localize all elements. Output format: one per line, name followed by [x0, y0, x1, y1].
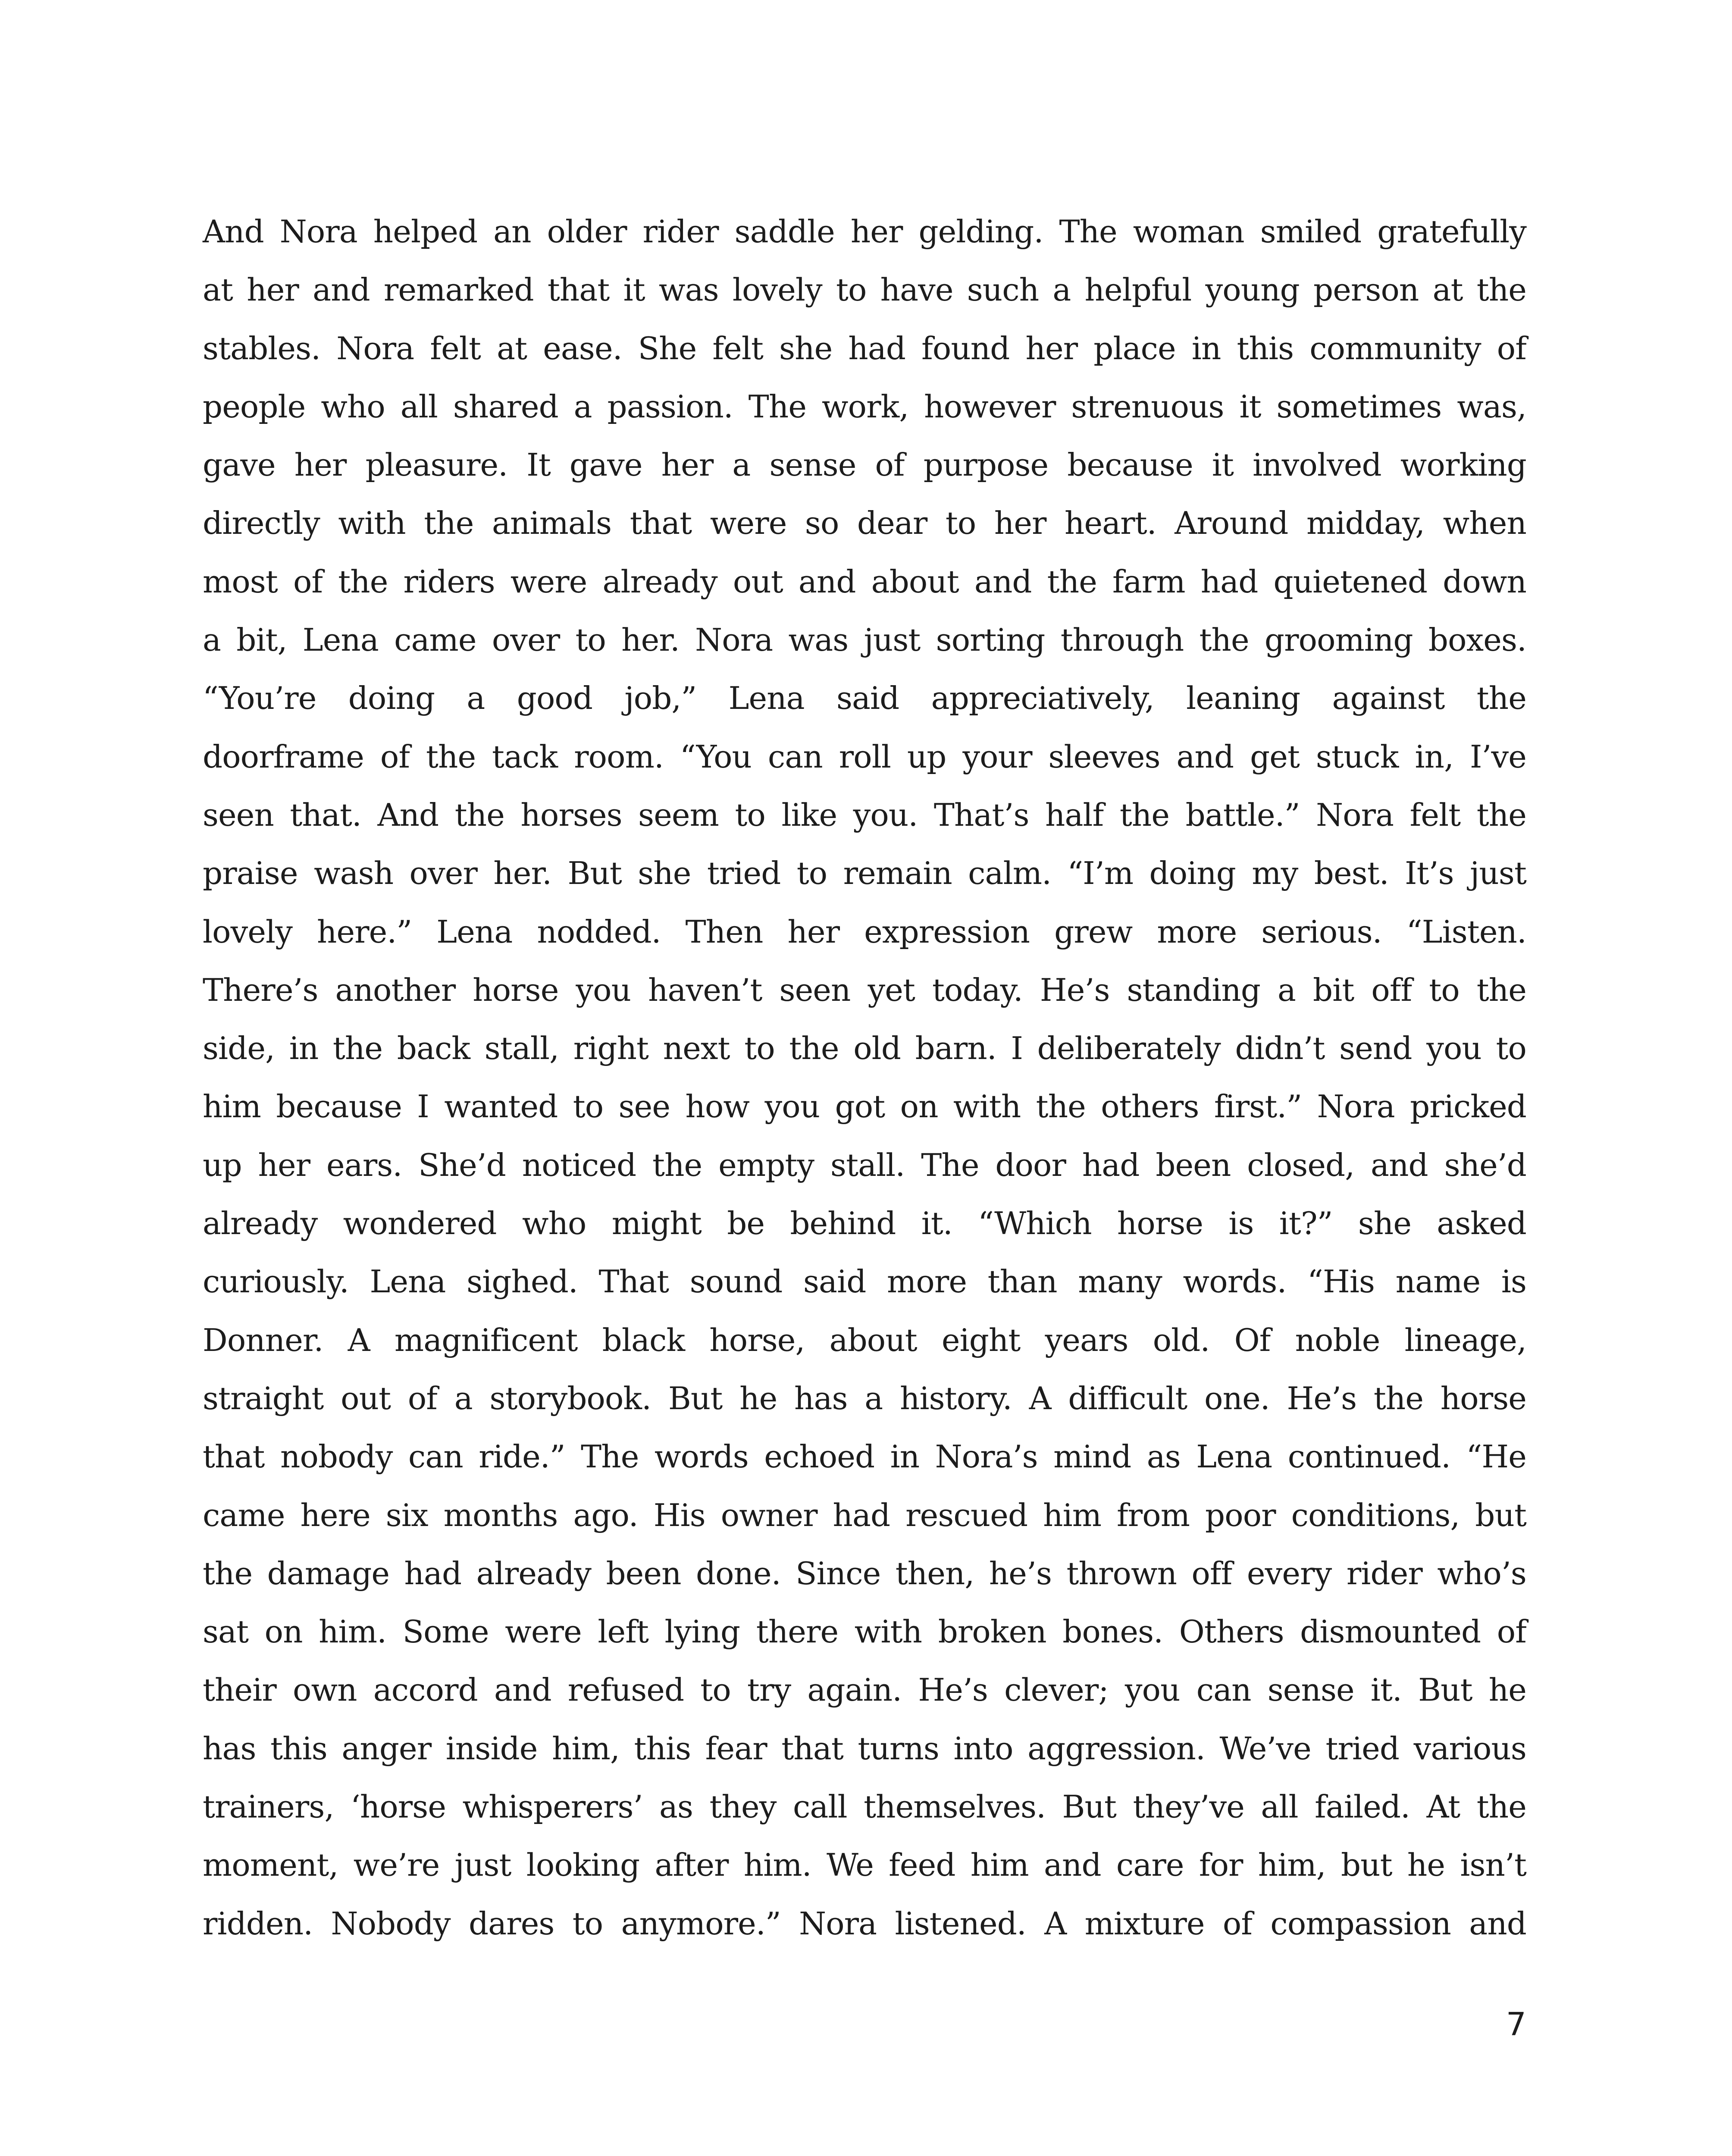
text-line: came here six months ago. His owner had rescued him from poor conditions, but — [203, 1497, 1526, 1533]
text-line: directly with the animals that were so dear to her heart. Around midday, when — [203, 505, 1526, 542]
text-line: their own accord and refused to try again. He’s clever; you can sense it. But he — [203, 1672, 1526, 1708]
text-line: lovely here.” Lena nodded. Then her expression grew more serious. “Listen. — [203, 913, 1526, 950]
text-line: seen that. And the horses seem to like you. That’s half the battle.” Nora felt the — [203, 796, 1526, 833]
text-line: at her and remarked that it was lovely to have such a helpful young person at the — [203, 272, 1526, 308]
page-number: 7 — [1506, 2006, 1526, 2043]
text-line: gave her pleasure. It gave her a sense of purpose because it involved working — [203, 447, 1526, 483]
text-line: And Nora helped an older rider saddle her gelding. The woman smiled gratefully — [203, 213, 1526, 250]
text-line: up her ears. She’d noticed the empty stall. The door had been closed, and she’d — [203, 1147, 1526, 1183]
text-line: straight out of a storybook. But he has a history. A difficult one. He’s the horse — [203, 1380, 1526, 1416]
text-line: trainers, ‘horse whisperers’ as they call themselves. But they’ve all failed. At the — [203, 1789, 1526, 1825]
text-line: curiously. Lena sighed. That sound said more than many words. “His name is — [203, 1263, 1526, 1300]
text-line: a bit, Lena came over to her. Nora was just sorting through the grooming boxes. — [203, 622, 1526, 658]
text-line: Donner. A magnificent black horse, about eight years old. Of noble lineage, — [203, 1322, 1526, 1358]
text-line: most of the riders were already out and about and the farm had quietened down — [203, 563, 1526, 600]
text-line: doorframe of the tack room. “You can roll up your sleeves and get stuck in, I’ve — [203, 738, 1526, 775]
text-line: ridden. Nobody dares to anymore.” Nora listened. A mixture of compassion and — [203, 1905, 1526, 1942]
text-line: moment, we’re just looking after him. We feed him and care for him, but he isn’t — [203, 1847, 1526, 1883]
body-text — [203, 203, 1526, 1953]
text-line: the damage had already been done. Since then, he’s thrown off every rider who’s — [203, 1555, 1526, 1592]
text-line: already wondered who might be behind it. “Which horse is it?” she asked — [203, 1205, 1526, 1242]
text-line: him because I wanted to see how you got on with the others first.” Nora pricked — [203, 1088, 1526, 1125]
text-line: “You’re doing a good job,” Lena said appreciatively, leaning against the — [203, 680, 1526, 717]
text-line: praise wash over her. But she tried to remain calm. “I’m doing my best. It’s just — [203, 855, 1526, 892]
text-line: has this anger inside him, this fear that turns into aggression. We’ve tried various — [203, 1730, 1526, 1767]
text-line: sat on him. Some were left lying there with broken bones. Others dismounted of — [203, 1614, 1526, 1650]
text-line: There’s another horse you haven’t seen yet today. He’s standing a bit off to the — [203, 971, 1526, 1008]
text-line: people who all shared a passion. The work, however strenuous it sometimes was, — [203, 388, 1526, 425]
text-line: stables. Nora felt at ease. She felt she had found her place in this community of — [203, 330, 1526, 367]
text-line: side, in the back stall, right next to the old barn. I deliberately didn’t send you to — [203, 1030, 1526, 1067]
text-line: that nobody can ride.” The words echoed in Nora’s mind as Lena continued. “He — [203, 1438, 1526, 1475]
